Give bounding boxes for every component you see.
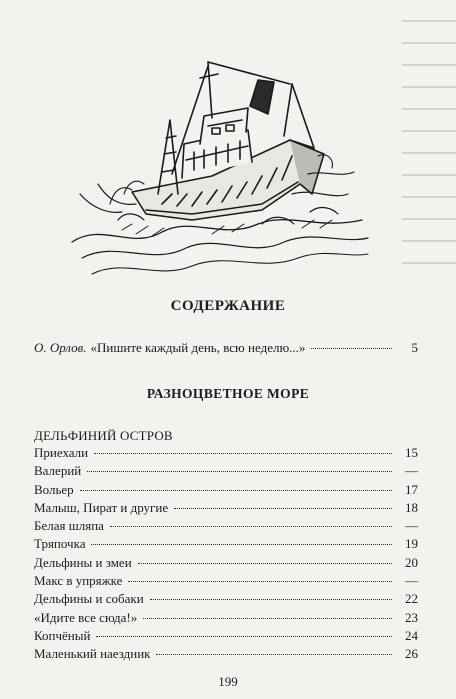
toc-entry[interactable] — [34, 518, 418, 536]
toc-entry-page: 23 — [405, 609, 418, 625]
toc-title: СОДЕРЖАНИЕ — [170, 298, 286, 314]
toc-entry-page: 26 — [405, 646, 418, 662]
toc-entry-title: Приехали — [34, 445, 89, 460]
leader-dots — [156, 654, 392, 655]
leader-dots — [150, 599, 392, 600]
toc-entry-page: 24 — [405, 627, 418, 643]
leader-dots — [143, 618, 392, 619]
toc-entry-list — [34, 445, 418, 665]
intro-author: О. Орлов. — [34, 340, 87, 355]
ship-on-waves-icon — [62, 44, 372, 292]
leader-dots — [138, 563, 392, 564]
toc-entry[interactable] — [34, 555, 418, 573]
toc-entry[interactable] — [34, 628, 418, 646]
leader-dots — [128, 581, 392, 582]
toc-entry[interactable] — [34, 482, 418, 500]
toc-entry-title: Копчёный — [34, 627, 91, 643]
toc-entry[interactable] — [34, 500, 418, 518]
toc-entry-title: Вольер — [34, 481, 74, 497]
toc-entry-page: — — [405, 463, 418, 479]
leader-dots — [174, 508, 392, 509]
toc-entry-title: Макс в упряжке — [34, 573, 123, 589]
toc-entry[interactable] — [34, 610, 418, 628]
toc-entry[interactable] — [34, 536, 418, 554]
toc-entry[interactable] — [34, 445, 418, 463]
bleed-through-text — [396, 0, 456, 300]
toc-entry-page: 17 — [405, 481, 418, 497]
intro-entry[interactable] — [34, 340, 418, 356]
toc-entry-title: Тряпочка — [34, 536, 86, 552]
leader-dots — [311, 348, 392, 349]
toc-entry-title: Маленький наездник — [34, 646, 151, 662]
toc-entry-page: 18 — [405, 499, 418, 515]
toc-entry[interactable] — [34, 463, 418, 481]
toc-entry-title: Дельфины и собаки — [34, 591, 144, 607]
leader-dots — [91, 544, 392, 545]
leader-dots — [110, 526, 392, 527]
page-number: 199 — [218, 674, 238, 689]
leader-dots — [87, 471, 392, 472]
toc-entry[interactable] — [34, 646, 418, 664]
leader-dots — [96, 636, 392, 637]
toc-entry-title: Малыш, Пират и другие — [34, 499, 169, 515]
toc-entry[interactable] — [34, 573, 418, 591]
toc-entry-page: 15 — [405, 445, 418, 460]
toc-entry[interactable] — [34, 591, 418, 609]
intro-page-number: 5 — [411, 340, 418, 355]
toc-entry-title: «Идите все сюда!» — [34, 609, 138, 625]
toc-entry-title: Белая шляпа — [34, 518, 104, 534]
leader-dots — [94, 453, 392, 454]
subsection-title: ДЕЛЬФИНИЙ ОСТРОВ — [34, 428, 173, 443]
leader-dots — [80, 490, 392, 491]
toc-entry-title: Валерий — [34, 463, 82, 479]
toc-entry-page: 19 — [405, 536, 418, 552]
toc-entry-page: — — [405, 573, 418, 589]
toc-entry-page: — — [405, 518, 418, 534]
intro-title: «Пишите каждый день, всю неделю...» — [90, 340, 306, 355]
toc-entry-page: 20 — [405, 554, 418, 570]
toc-entry-title: Дельфины и змеи — [34, 554, 132, 570]
section-title: РАЗНОЦВЕТНОЕ МОРЕ — [146, 386, 310, 401]
toc-entry-page: 22 — [405, 591, 418, 607]
